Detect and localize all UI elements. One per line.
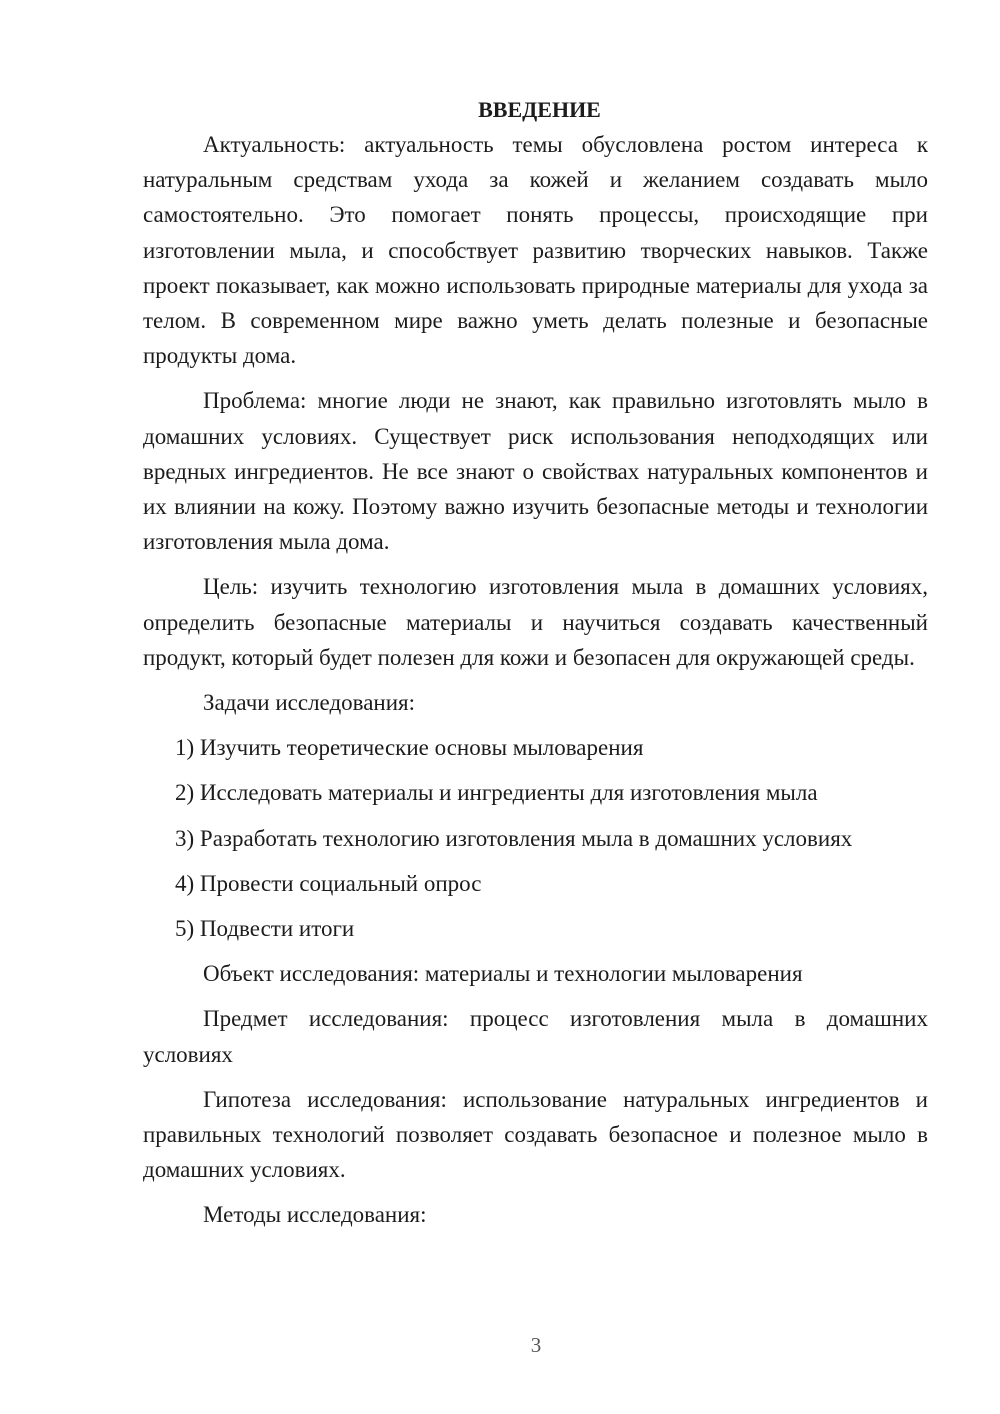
page-content <box>143 92 928 1243</box>
list-item: 4) Провести социальный опрос <box>175 870 482 896</box>
goal-paragraph: Цель: изучить технологию изготовления мыла в домашних условиях, определить безопасные материалы и научиться создавать качественный продукт, который будет полезен для кожи и безопасен для окружающей среды. <box>143 574 928 670</box>
list-item: 1) Изучить теоретические основы мыловарения <box>175 735 644 761</box>
list-item: 3) Разработать технологию изготовления мыла в домашних условиях <box>175 825 853 851</box>
tasks-heading: Задачи исследования: <box>203 690 416 716</box>
page-title: ВВЕДЕНИЕ <box>478 97 601 122</box>
tasks-list <box>143 730 928 946</box>
hypothesis-paragraph: Гипотеза исследования: использование натуральных ингредиентов и правильных технологий позволяет создавать безопасное и полезное мыло в домашних условиях. <box>143 1086 928 1183</box>
object-paragraph: Объект исследования: материалы и технологии мыловарения <box>203 961 803 987</box>
problem-paragraph: Проблема: многие люди не знают, как правильно изготовлять мыло в домашних условиях. Существует риск использования неподходящих или вредных ингредиентов. Не все знают о свойствах натуральных компонентов и их влиянии на кожу. Поэтому важно изучить безопасные методы и технологии изготовления мыла дома. <box>143 388 928 555</box>
list-item: 5) Подвести итоги <box>175 916 355 942</box>
page-number: 3 <box>530 1333 542 1357</box>
methods-heading: Методы исследования: <box>203 1202 427 1228</box>
relevance-paragraph: Актуальность: актуальность темы обусловлена ростом интереса к натуральным средствам ухода за кожей и желанием создавать мыло самостоятельно. Это помогает понять процессы, происходящие при изготовлении мыла, и способствует развитию творческих навыков. Также проект показывает, как можно использовать природные материалы для ухода за телом. В современном мире важно уметь делать полезные и безопасные продукты дома. <box>143 132 928 369</box>
list-item: 2) Исследовать материалы и ингредиенты для изготовления мыла <box>175 780 818 806</box>
subject-paragraph: Предмет исследования: процесс изготовления мыла в домашних условиях <box>143 1006 928 1067</box>
